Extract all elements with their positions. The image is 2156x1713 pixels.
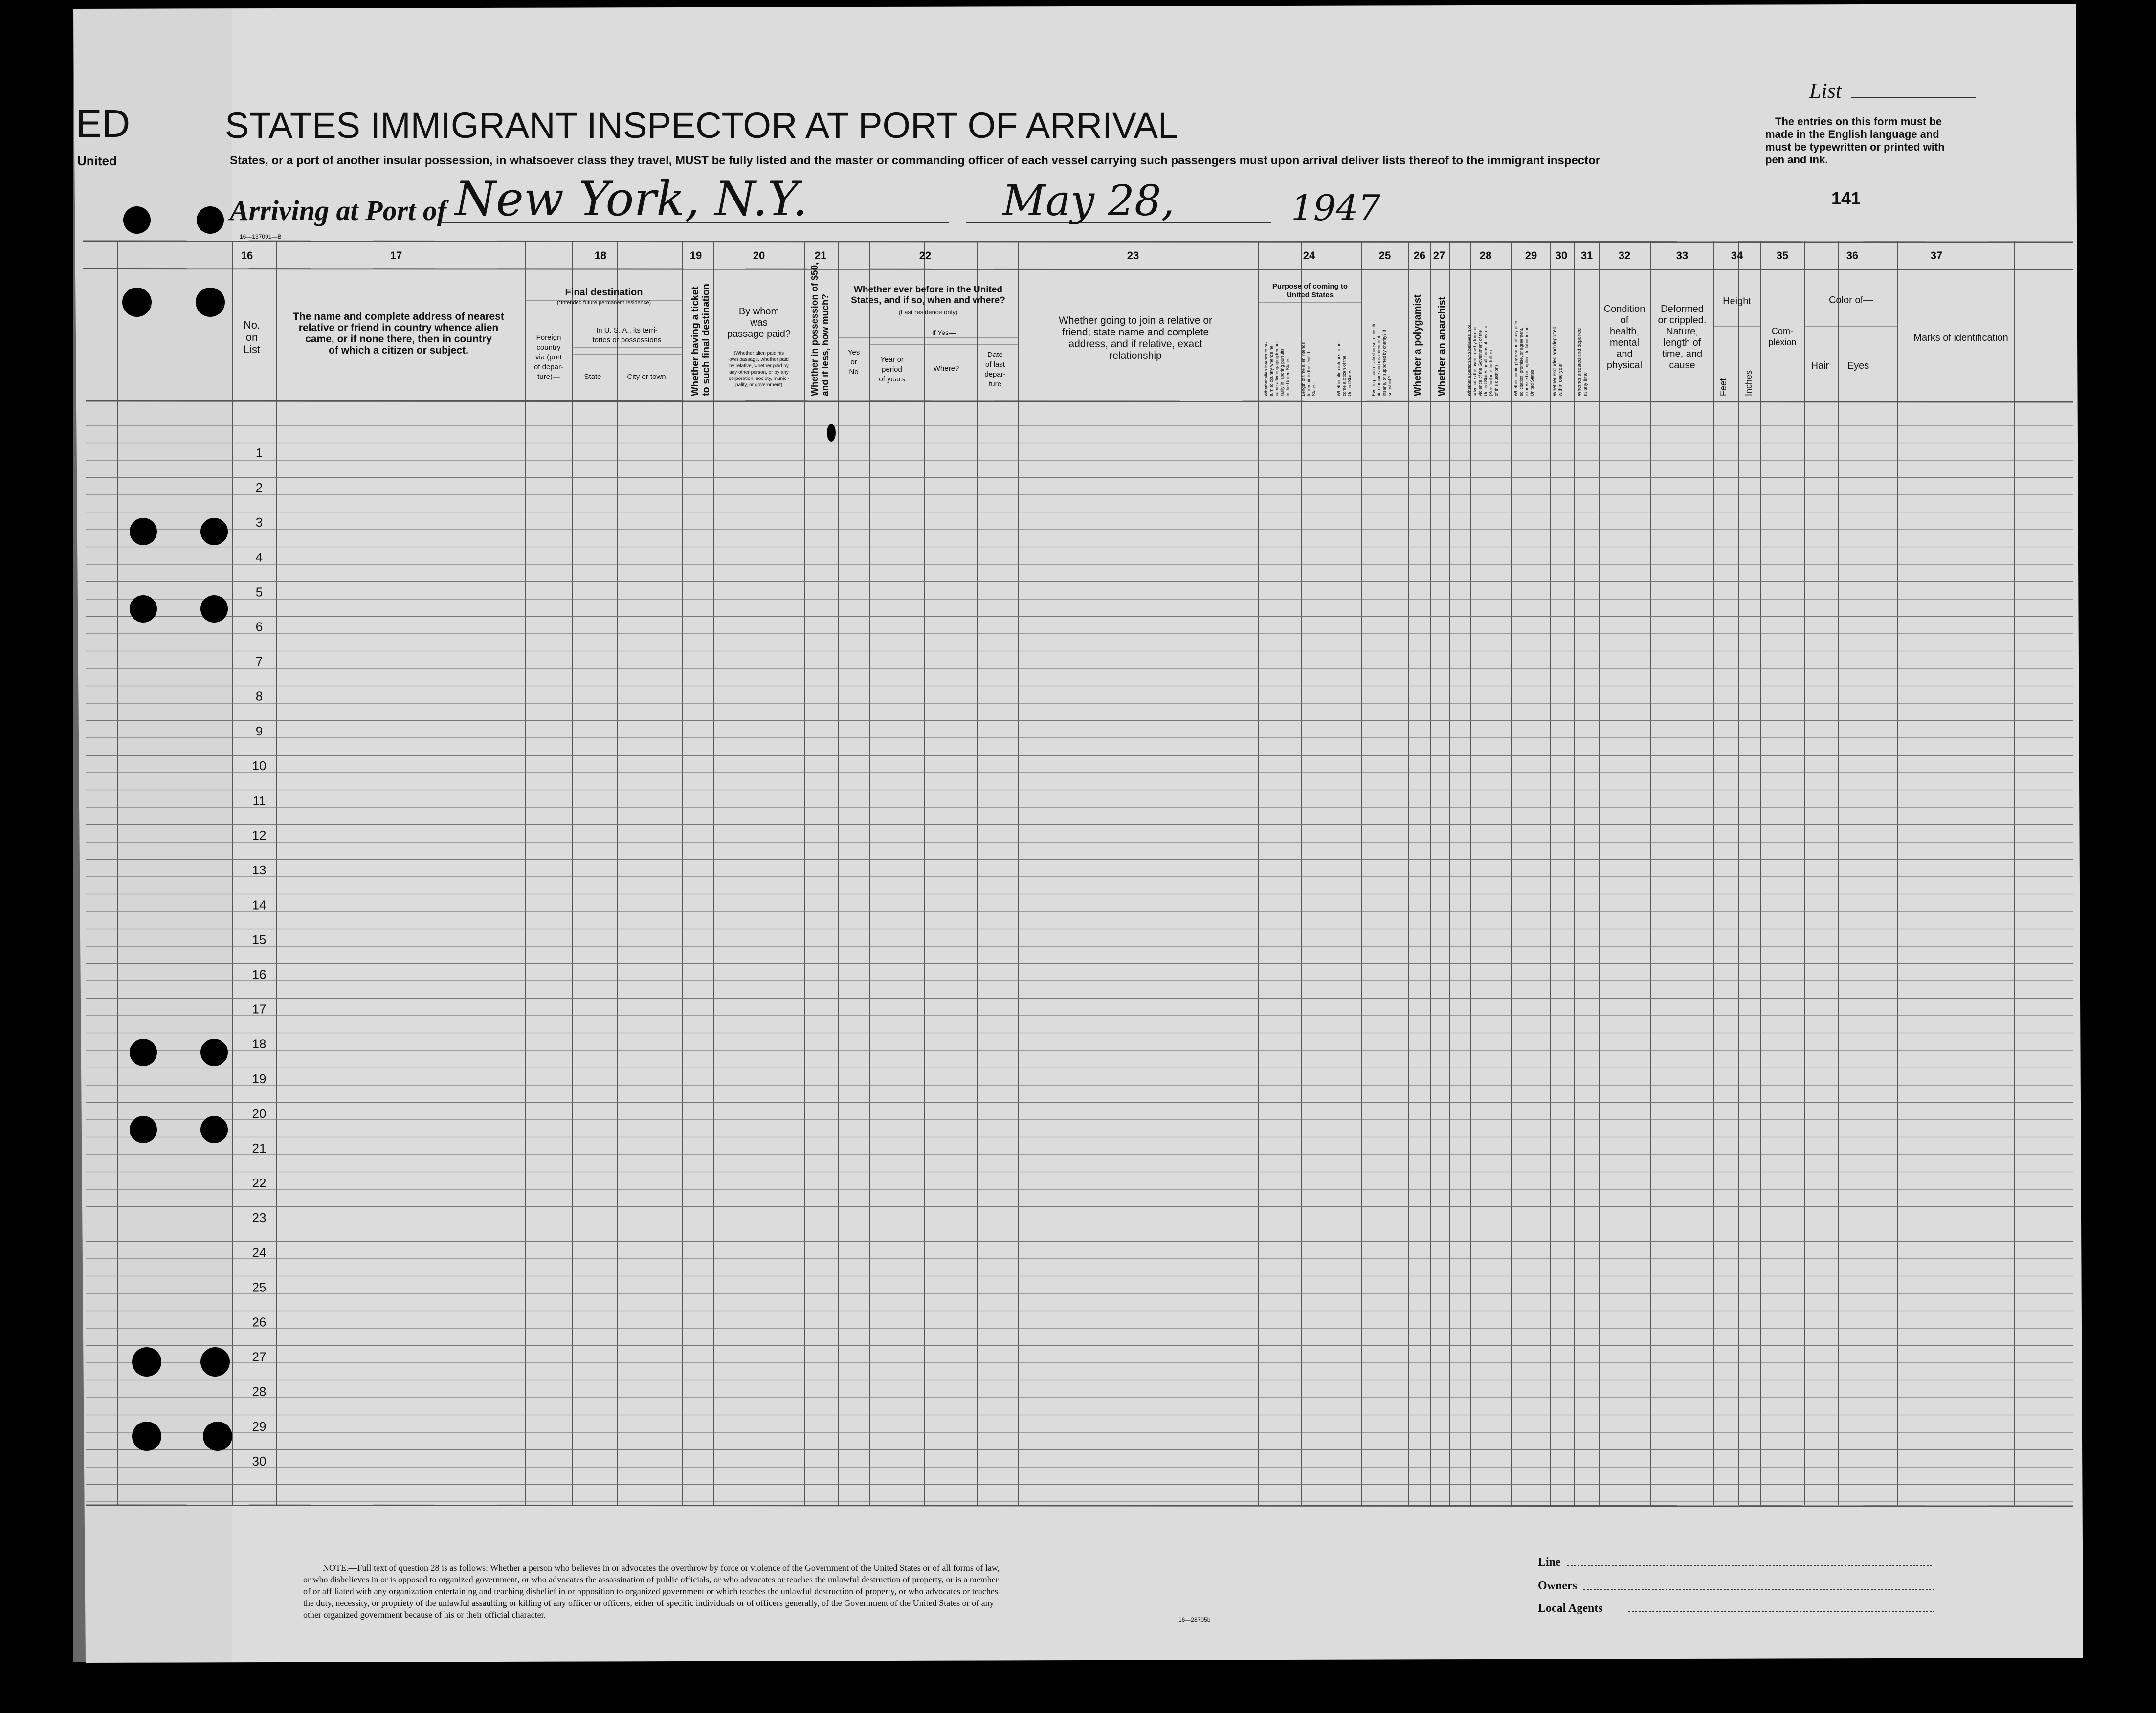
svg-text:cause: cause [1669,360,1695,371]
svg-text:within one year: within one year [1558,363,1563,396]
column-number: 20 [753,249,765,262]
svg-text:the duty, necessity, or propri: the duty, necessity, or propriety of the unlawful assaulting or killing of any officer or officers, either of specific individuals or of officers generally, of the Government of the United States or of any [303,1598,994,1608]
svg-text:own passage, whether paid: own passage, whether paid [729,357,789,362]
svg-text:Height: Height [1723,296,1751,307]
svg-text:or: or [850,358,857,366]
svg-text:of this question): of this question) [1494,365,1499,396]
row-number: 17 [252,1001,267,1017]
column-number: 31 [1580,249,1593,262]
svg-text:United States: United States [1287,291,1334,299]
svg-text:(*Intended future permanent re: (*Intended future permanent residence) [556,300,651,306]
svg-text:of depar-: of depar- [533,363,564,371]
svg-text:of: of [1620,315,1629,326]
svg-text:by relative, whether paid by: by relative, whether paid by [729,363,789,369]
left-margin-strip [73,9,232,1662]
column-number: 26 [1413,249,1426,262]
column-number: 32 [1618,249,1631,262]
row-number: 29 [252,1419,267,1434]
svg-text:Deformed: Deformed [1661,304,1704,314]
row-number: 1 [255,445,263,460]
column-number: 34 [1731,249,1743,262]
svg-text:turn to country whence he: turn to country whence he [1269,345,1274,396]
svg-text:ture: ture [989,380,1001,388]
svg-text:corporation, society, munici-: corporation, society, munici- [729,376,789,381]
row-number: 5 [255,584,263,600]
row-number: 2 [255,480,263,495]
column-number: 25 [1378,249,1391,262]
column-number: 30 [1555,249,1568,262]
col16-header [244,319,260,356]
svg-text:and if less, how much?: and if less, how much? [821,293,831,396]
row-number: 16 [252,967,267,982]
svg-text:rarily in laboring pursuits: rarily in laboring pursuits [1280,348,1285,396]
port-handwritten: New York, N.Y. [455,172,808,226]
svg-text:any other person, or by any: any other person, or by any [729,370,789,375]
svg-text:or crippled.: or crippled. [1658,315,1707,326]
svg-text:Whether a person who believes: Whether a person who believes in or [1467,324,1472,396]
svg-text:advocates the overthrow by for: advocates the overthrow by force or [1472,326,1477,396]
column-number: 37 [1930,249,1943,262]
svg-text:at any time: at any time [1583,372,1588,396]
svg-text:Com-: Com- [1772,326,1793,336]
svg-text:depar-: depar- [984,370,1006,378]
svg-text:period: period [882,365,902,374]
svg-text:solicitation, promise, or agre: solicitation, promise, or agreement, [1519,327,1524,396]
row-number: 12 [252,828,267,843]
svg-text:physical: physical [1606,360,1643,371]
svg-text:Nature,: Nature, [1666,326,1698,337]
svg-text:Local Agents: Local Agents [1538,1602,1603,1615]
col37-header: Marks of identification [1913,333,2008,343]
list-label: List [1809,79,1842,103]
svg-text:Length of time alien intends: Length of time alien intends [1301,342,1306,396]
svg-text:on: on [245,331,258,343]
row-number: 11 [252,793,266,808]
column-number: 36 [1846,249,1859,262]
svg-text:No: No [849,368,859,376]
svg-text:insane, or supported by charit: insane, or supported by charity? If [1382,330,1387,396]
row-number: 4 [255,550,263,565]
row-number: 28 [252,1384,267,1399]
svg-text:mental: mental [1609,337,1640,348]
svg-text:States, and if so, when and wh: States, and if so, when and where? [851,295,1005,306]
svg-text:Line: Line [1538,1556,1561,1569]
date-handwritten: May 28, [1002,177,1175,225]
svg-text:Owners: Owners [1538,1580,1577,1592]
svg-text:and: and [1616,349,1633,359]
svg-text:of years: of years [879,375,905,383]
svg-text:must be typewritten or printed: must be typewritten or printed with [1765,141,1945,153]
column-number: 21 [814,249,827,262]
svg-text:No.: No. [243,319,261,331]
page-number: 141 [1831,188,1861,208]
svg-text:Ever in prison or almshouse, o: Ever in prison or almshouse, or institu- [1371,321,1376,396]
svg-text:pen and ink.: pen and ink. [1765,154,1828,166]
svg-text:By whom: By whom [738,306,779,317]
row-number: 23 [252,1210,267,1225]
svg-text:Whether excluded and deported: Whether excluded and deported [1552,326,1557,396]
svg-text:country: country [536,343,561,352]
column-number: 22 [919,249,932,262]
svg-text:Yes: Yes [847,348,860,356]
svg-text:NOTE.—Full text of question 28: NOTE.—Full text of question 28 is as follows: Whether a person who believes in or advocates the overthrow by force or violence of the Government of the United States or of all forms of law, [323,1563,1000,1573]
svg-text:friend; state name and complet: friend; state name and complete [1062,327,1209,338]
column-number: 29 [1525,249,1537,262]
svg-text:Feet: Feet [1718,378,1728,396]
row-number: 26 [252,1314,267,1330]
svg-text:passage paid?: passage paid? [727,329,791,339]
svg-text:List: List [243,343,261,356]
row-number: 27 [252,1349,267,1364]
svg-text:come a citizen of the: come a citizen of the [1342,356,1347,396]
column-number: 17 [390,249,402,262]
svg-text:violence of the Government of: violence of the Government of the [1478,330,1483,396]
svg-text:came after engaging tempo-: came after engaging tempo- [1274,341,1279,396]
row-number: 24 [252,1245,267,1260]
row-number: 9 [255,723,263,738]
svg-text:plexion: plexion [1768,337,1797,347]
svg-text:Whether arrested and deported: Whether arrested and deported [1577,328,1582,396]
col32-header [1604,304,1645,371]
svg-text:Final destination: Final destination [565,287,643,298]
svg-text:was: was [750,317,768,328]
column-number: 23 [1127,249,1139,262]
row-number: 3 [255,515,263,530]
svg-text:other organized government bec: other organized government because of his or their official character. [303,1610,546,1620]
svg-text:pality, or government): pality, or government) [735,382,782,388]
svg-text:Inches: Inches [1744,370,1754,396]
svg-text:Whether coming by reason of an: Whether coming by reason of any offer, [1513,319,1518,396]
column-number: 27 [1433,249,1445,262]
page-title: STATES IMMIGRANT INSPECTOR AT PORT OF ARRIVAL [225,105,1178,146]
svg-text:health,: health, [1609,326,1640,337]
row-number: 21 [252,1141,267,1156]
svg-text:(Whether alien paid his: (Whether alien paid his [733,351,784,356]
row-number: 15 [252,932,267,947]
svg-text:expressed or implied, to labor: expressed or implied, to labor in the [1524,326,1529,396]
svg-text:in the United States: in the United States [1285,357,1290,396]
svg-text:The entries on this form must: The entries on this form must be [1775,115,1942,128]
column-number: 33 [1676,249,1689,262]
header-left-fragment-2: United [77,154,117,168]
svg-text:Whether having a ticket: Whether having a ticket [690,286,701,396]
svg-text:City or town: City or town [627,373,666,381]
row-number: 7 [255,654,263,669]
svg-text:Whether alien intends to be-: Whether alien intends to be- [1336,341,1341,396]
svg-text:State: State [584,373,601,381]
svg-text:United States: United States [1530,369,1534,396]
svg-text:of or affiliated with any orga: of or affiliated with any organization entertaining and teaching disbelief in or opposition to organized government or which teaches the unlawful destruction of property, or who advocates or teaches [303,1586,998,1596]
column-number: 35 [1776,249,1789,262]
svg-text:United States: United States [1347,369,1352,396]
svg-text:came, or if none there, then i: came, or if none there, then in country [305,334,492,345]
svg-text:Purpose of coming to: Purpose of coming to [1272,282,1348,290]
svg-text:Whether ever before in the Uni: Whether ever before in the United [853,285,1003,295]
row-number: 14 [252,897,267,912]
svg-text:(Last residence only): (Last residence only) [898,309,958,316]
column-number: 28 [1479,249,1492,262]
svg-text:Whether alien intends to re-: Whether alien intends to re- [1264,342,1268,396]
svg-text:Whether a polygamist: Whether a polygamist [1412,294,1423,396]
svg-text:Whether going to join a relati: Whether going to join a relative or [1058,315,1213,326]
svg-text:Date: Date [987,351,1003,359]
footer-form-code: 16—28705b [1178,1616,1211,1623]
svg-text:tion for care and treatment of: tion for care and treatment of the [1377,332,1381,396]
row-number: 6 [255,619,263,634]
year: 1947 [1291,187,1381,228]
col19-header [690,284,711,396]
svg-text:Where?: Where? [933,364,959,373]
svg-text:Color of—: Color of— [1828,295,1873,306]
svg-text:so, which?: so, which? [1387,375,1392,396]
svg-text:Eyes: Eyes [1847,360,1869,371]
svg-text:Year or: Year or [880,356,904,364]
svg-text:(See footnote for full text: (See footnote for full text [1489,348,1493,396]
svg-text:tories or possessions: tories or possessions [592,336,662,344]
svg-text:made in the English language a: made in the English language and [1765,128,1939,140]
svg-text:length of: length of [1663,337,1701,348]
svg-text:If Yes—: If Yes— [932,329,956,336]
svg-text:In U. S. A., its terri-: In U. S. A., its terri- [596,326,658,334]
row-number: 20 [252,1106,267,1121]
row-number: 8 [255,689,263,704]
row-number: 22 [252,1176,267,1191]
header-left-fragment: ED [76,102,131,145]
row-number: 18 [252,1036,267,1051]
svg-text:Whether an anarchist: Whether an anarchist [1437,296,1447,396]
arriving-label: Arriving at Port of [230,195,447,226]
row-number: 25 [252,1280,267,1295]
svg-text:of last: of last [985,360,1005,369]
svg-text:of which a citizen or subject.: of which a citizen or subject. [329,345,468,356]
svg-text:or who disbelieves in or is op: or who disbelieves in or is opposed to organized government, or who advocates the assassination of public officials, or who advocates or teaches the unlawful destruction of property, or is a member [303,1575,999,1584]
row-number: 30 [252,1453,267,1468]
svg-text:to such final destination: to such final destination [701,283,711,396]
row-number: 10 [252,758,267,773]
column-number: 19 [689,249,702,262]
svg-text:Foreign: Foreign [536,334,561,342]
svg-text:time, and: time, and [1662,349,1703,359]
svg-text:relationship: relationship [1109,350,1162,361]
svg-text:to remain in the United: to remain in the United [1306,352,1311,396]
row-number: 13 [252,863,267,878]
svg-text:United States or all forms of: United States or all forms of law, etc. [1483,324,1488,396]
svg-text:Hair: Hair [1811,360,1829,371]
row-number: 19 [252,1071,267,1086]
column-number: 16 [241,249,253,262]
svg-text:relative or friend in country: relative or friend in country whence alien [298,322,499,334]
svg-text:States: States [1311,383,1316,396]
svg-text:ture)—: ture)— [537,373,560,381]
svg-text:The name and complete address: The name and complete address of nearest [293,311,504,322]
svg-text:Condition: Condition [1603,304,1645,314]
column-number: 24 [1303,249,1315,262]
column-number: 18 [594,249,607,262]
svg-text:Whether in possession of $50,: Whether in possession of $50, [810,262,820,396]
page-subtitle: States, or a port of another insular possession, in whatsoever class they travel, MUST be fully listed and the master or commanding officer of each vessel carrying such passengers must upon arrival deliver lists thereof to the immigrant inspector [230,154,1600,167]
svg-text:via (port: via (port [535,353,562,361]
svg-text:address, and if relative, exac: address, and if relative, exact [1068,338,1202,350]
form-code-small: 16—137091—B [240,233,282,240]
